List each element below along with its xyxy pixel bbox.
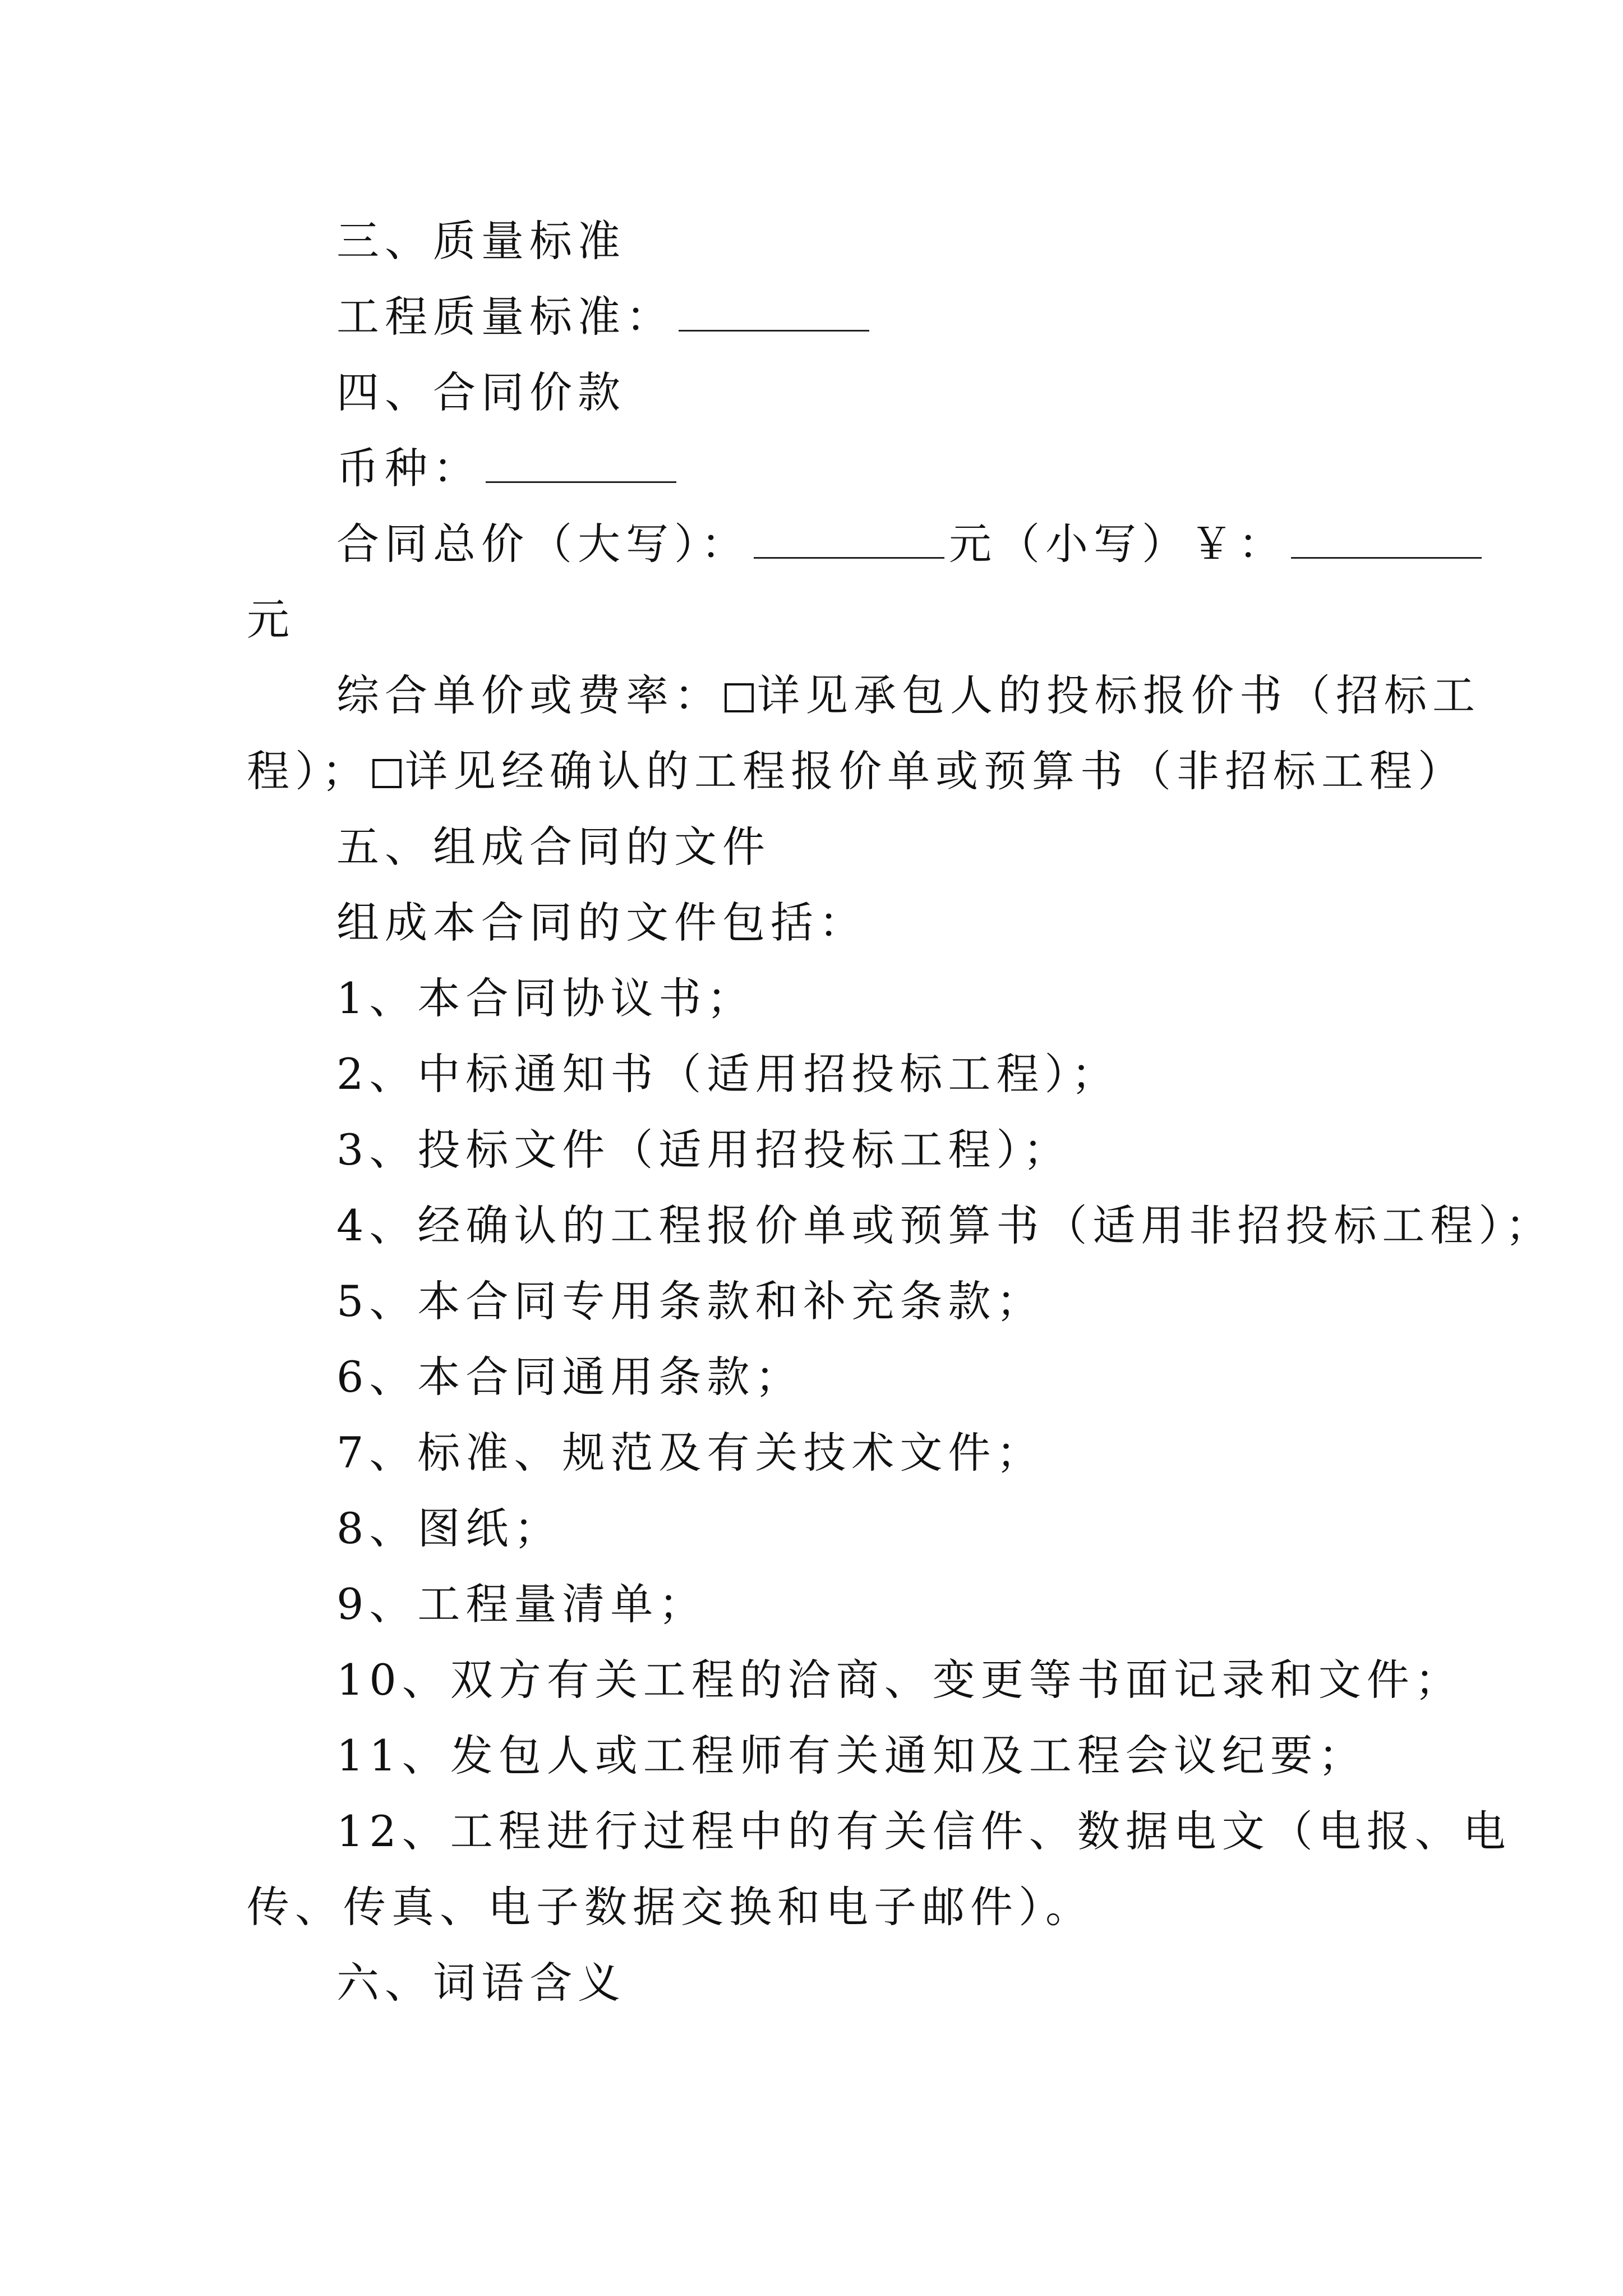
list-item: 10、双方有关工程的洽商、变更等书面记录和文件； [336,1655,1463,1705]
list-item: 2、中标通知书（适用招投标工程）； [336,1049,1120,1099]
contract-total-lowercase-blank [1291,523,1482,559]
yuan-unit: 元 [247,595,295,645]
contract-total-line [336,516,1486,572]
section-3-title: 三、质量标准 [336,216,626,266]
list-item: 3、投标文件（适用招投标工程）； [336,1125,1072,1175]
currency-line [336,440,681,496]
option-1-text-cont: 程）； [247,746,370,796]
yuan-small-label: 元（小写）￥： [949,519,1287,569]
option-1-checkbox[interactable] [725,683,754,712]
list-item: 5、本合同专用条款和补充条款； [336,1276,1045,1326]
option-2-checkbox[interactable] [372,759,402,788]
list-item: 1、本合同协议书； [336,973,755,1023]
list-item: 7、标准、规范及有关技术文件； [336,1428,1045,1478]
section-5-title: 五、组成合同的文件 [336,822,771,872]
quality-standard-label: 工程质量标准： [336,292,674,342]
section-5-intro: 组成本合同的文件包括： [336,898,867,947]
currency-label: 币种： [336,443,481,493]
section-4-title: 四、合同价款 [336,367,626,417]
list-item-continuation: 传、传真、电子数据交换和电子邮件）。 [247,1882,1094,1932]
list-item: 4、经确认的工程报价单或预算书（适用非招投标工程）； [336,1200,1554,1250]
contract-total-label: 合同总价（大写）： [336,519,749,569]
unit-price-line-2 [247,743,1466,799]
unit-price-label: 综合单价或费率： [336,670,722,720]
unit-price-line [336,668,1481,724]
list-item: 11、发包人或工程师有关通知及工程会议纪要； [336,1731,1367,1780]
quality-standard-blank [679,296,869,332]
list-item: 6、本合同通用条款； [336,1352,804,1402]
option-1-text: 详见承包人的投标报价书（招标工 [757,670,1481,720]
quality-standard-line [336,289,874,345]
currency-blank [486,448,676,483]
list-item: 12、工程进行过程中的有关信件、数据电文（电报、电 [336,1806,1511,1856]
option-2-text: 详见经确认的工程报价单或预算书（非招标工程） [405,746,1466,796]
contract-total-uppercase-blank [754,523,944,559]
list-item: 9、工程量清单； [336,1579,707,1629]
list-item: 8、图纸； [336,1503,562,1553]
section-6-title: 六、词语含义 [336,1958,626,2008]
